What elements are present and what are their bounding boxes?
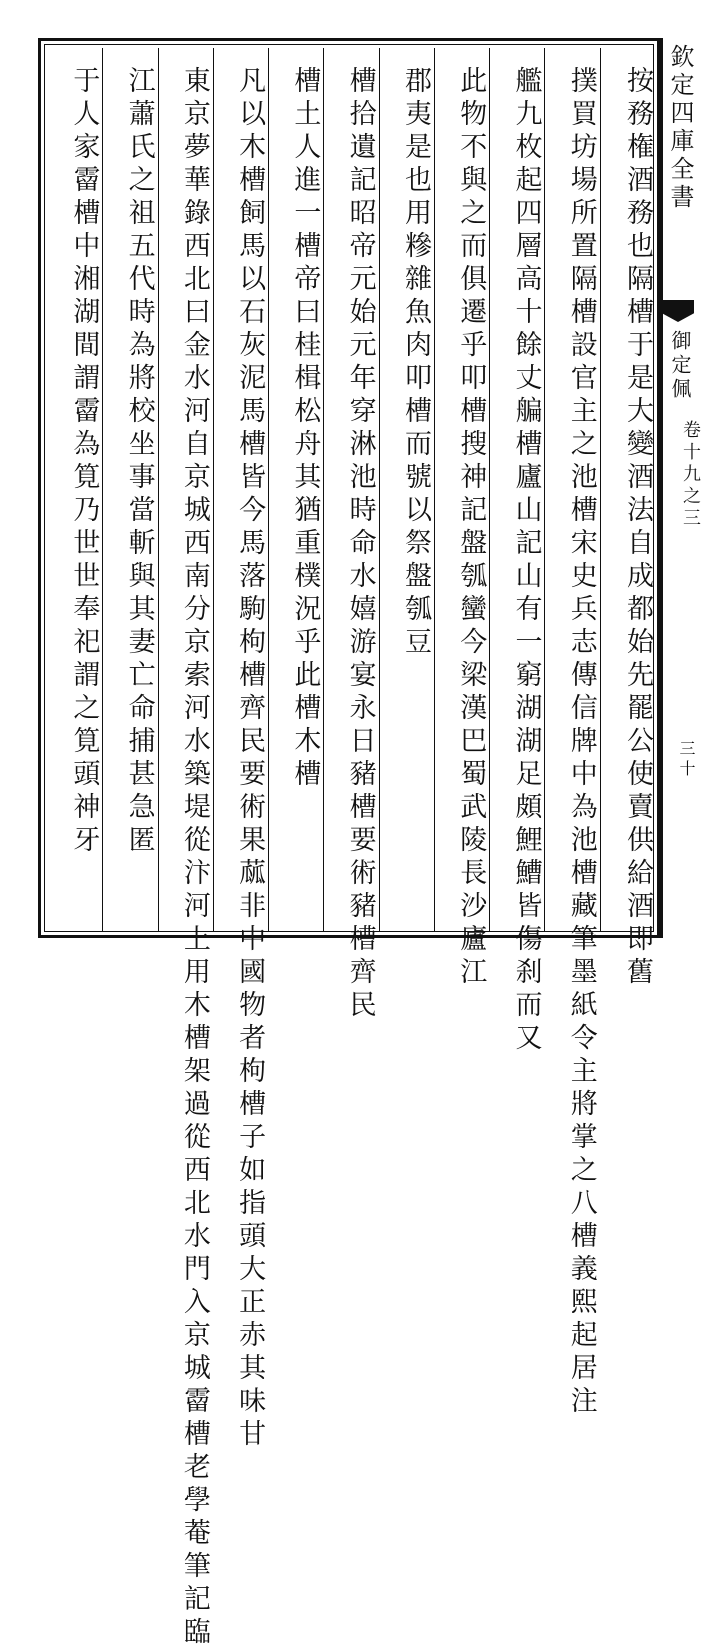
text-column-3: 艦九枚起四層高十餘丈艑槽廬山記山有一窮湖湖足頗鯉鰽皆傷刹而又	[490, 48, 545, 932]
text-column-7: 槽土人進一槽帝曰桂楫松舟其猶重樸況乎此槽木槽	[269, 48, 324, 932]
text-column-8: 凡以木槽飼馬以石灰泥馬槽皆今馬落駒枸槽齊民要術果蓏非中國物者枸槽子如指頭大正赤其味甘	[214, 48, 269, 932]
text-columns	[48, 48, 656, 1650]
text-column-4: 此物不與之而俱遷乎叩槽搜神記盤瓠蠻今梁漢巴蜀武陵長沙廬江	[435, 48, 490, 932]
page-margin	[660, 0, 701, 976]
text-column-1: 按務権酒務也隔槽于是大變酒法自成都始先罷公使賣供給酒即舊	[622, 66, 653, 990]
text-column-9: 東京夢華錄西北曰金水河自京城西南分京索河水築堤從汴河上用木槽架過從西北水門入京城霤槽老學菴筆記臨	[159, 48, 214, 932]
text-column-2: 撲買坊場所置隔槽設官主之池槽宋史兵志傳信牌中為池槽藏筆墨紙令主將掌之八槽義熙起居注	[545, 48, 600, 932]
text-column-5: 郡夷是也用糝雜魚肉叩槽而號以祭盤瓠豆	[380, 48, 435, 932]
text-column-10: 江蕭氏之祖五代時為將校坐事當斬與其妻亡命捕甚急匿	[103, 48, 158, 932]
folio-number: 三十	[677, 740, 696, 780]
book-title: 御定佩	[668, 330, 692, 402]
volume-label: 卷十九之三	[680, 420, 701, 530]
series-title: 欽定四庫全書	[666, 44, 694, 212]
text-column-11: 于人家霤槽中湘湖間謂霤為筧乃世世奉祀謂之筧頭神牙	[48, 48, 103, 932]
text-column-6: 槽拾遺記昭帝元始元年穿淋池時命水嬉游宴永日豬槽要術豬槽齊民	[324, 48, 379, 932]
